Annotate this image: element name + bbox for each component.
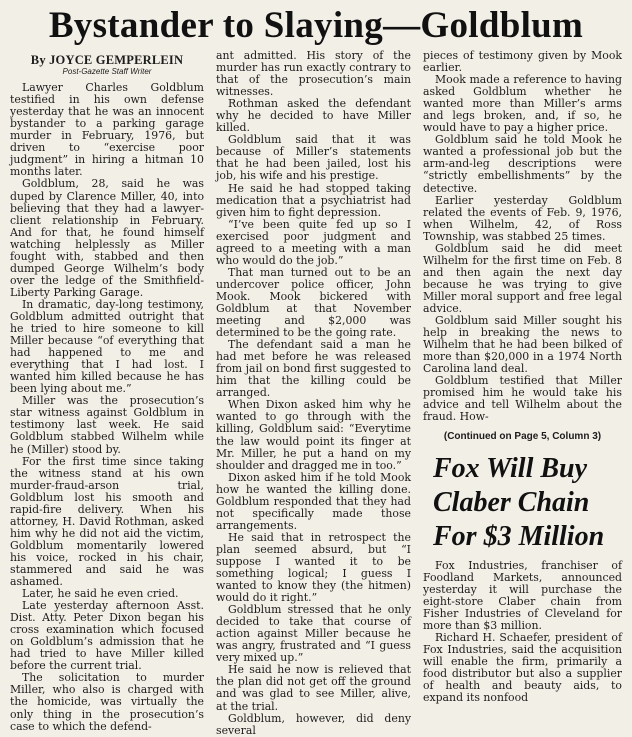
paragraph: Goldblum, 28, said he was duped by Clarence Miller, 40, into believing that they had a lawyer-client relationship in February. And for that, he found himself watching helplessly as Miller fought with, stabbed and then dumped George Wilhelm’s body over the ledge of the Smithfield-Liberty Parking Garage. bbox=[10, 177, 204, 299]
column-1 bbox=[10, 50, 204, 733]
paragraph: He said that in retrospect the plan seemed absurd, but “I suppose I wanted it to be something logical; I guess I wanted to know they (the hitmen) would do it right.” bbox=[216, 530, 411, 605]
paragraph: Earlier yesterday Goldblum related the events of Feb. 9, 1976, when Wilhelm, 42, of Ross Township, was stabbed 25 times. bbox=[423, 193, 622, 243]
paragraph: That man turned out to be an undercover police officer, John Mook. Mook bickered with Goldblum at that November meeting and $2,000 was determined to be the going rate. bbox=[216, 265, 411, 340]
column-3 bbox=[423, 50, 622, 704]
paragraph: Mook made a reference to having asked Goldblum whether he wanted more than Miller’s arms and legs broken, and, if so, he would have to pay a higher price. bbox=[423, 73, 622, 135]
paragraph: Goldblum testified that Miller promised him he would take his advice and tell Wilhelm about the fraud. How- bbox=[423, 374, 622, 424]
paragraph: Goldblum said Miller sought his help in breaking the news to Wilhelm that he had been bilked of more than $20,000 in a 1974 North Carolina land deal. bbox=[423, 314, 622, 376]
fox-headline-line: Fox Will Buy bbox=[433, 452, 588, 484]
paragraph: Goldblum, however, did deny several bbox=[216, 711, 411, 737]
fox-headline-line: For $3 Million bbox=[433, 520, 605, 552]
paragraph: The defendant said a man he had met before he was released from jail on bond first suggested to him that the killing could be arranged. bbox=[216, 338, 411, 400]
paragraph: In dramatic, day-long testimony, Goldblum admitted outright that he tried to hire someone to kill Miller because “of everything that had happened to me and everything that I had lost. I wanted him killed because he has been lying about me.” bbox=[10, 297, 204, 396]
paragraph: “I’ve been quite fed up so I exercised poor judgment and agreed to a meeting with a man who would do the job.” bbox=[216, 217, 411, 267]
paragraph: For the first time since taking the witness stand at his own murder-fraud-arson trial, Goldblum lost his smooth and rapid-fire delivery. When his attorney, H. David Rothman, asked him why he did not aid the victim, Goldblum momentarily lowered his voice, rocked in his chair, stammered and said he was ashamed. bbox=[10, 454, 204, 589]
paragraph: Rothman asked the defendant why he decided to have Miller killed. bbox=[216, 97, 411, 135]
fox-headline bbox=[423, 452, 622, 554]
paragraph: Late yesterday afternoon Asst. Dist. Atty. Peter Dixon began his cross examination which focused on Goldblum’s admission that he had tried to have Miller killed before the current trial. bbox=[10, 599, 204, 673]
paragraph: He said he had stopped taking medication that a psychiatrist had given him to fight depression. bbox=[216, 181, 411, 219]
continued-note: (Continued on Page 5, Column 3) bbox=[443, 431, 602, 443]
paragraph: Lawyer Charles Goldblum testified in his own defense yesterday that he was an innocent bystander to a parking garage murder in February, 1976, but driven to “exercise poor judgment” in hiring a hitman 10 months later. bbox=[10, 81, 204, 179]
paragraph: Richard H. Schaefer, president of Fox Industries, said the acquisition will enable the firm, primarily a food distributor but also a supplier of health and beauty aids, to expand its nonfood bbox=[423, 630, 622, 705]
paragraph: The solicitation to murder Miller, who also is charged with the homicide, was virtually the only thing in the prosecution’s case to which the defend- bbox=[10, 671, 204, 733]
paragraph: Miller was the prosecution’s star witness against Goldblum in testimony last week. He said Goldblum stabbed Wilhelm while he (Miller) stood by. bbox=[10, 394, 204, 456]
paragraph: He said he now is relieved that the plan did not get off the ground and was glad to see Miller, alive, at the trial. bbox=[216, 663, 411, 713]
paragraph: Goldblum said that it was because of Miller’s statements that he had been jailed, lost his job, his wife and his prestige. bbox=[216, 133, 411, 183]
paragraph: pieces of testimony given by Mook earlier. bbox=[423, 49, 622, 75]
paragraph: Dixon asked him if he told Mook how he wanted the killing done. Goldblum responded that they had not specifically made those arrangements. bbox=[216, 470, 411, 532]
byline: By JOYCE GEMPERLEIN bbox=[30, 53, 184, 67]
paragraph: ant admitted. His story of the murder has run exactly contrary to that of the prosecution’s main witnesses. bbox=[216, 49, 411, 99]
headline: Bystander to Slaying—Goldblum bbox=[48, 4, 584, 46]
staff-writer: Post-Gazette Staff Writer bbox=[62, 67, 152, 77]
paragraph: Goldblum said he told Mook he wanted a professional job but the arm-and-leg descriptions were “strictly embellishments” by the detective. bbox=[423, 133, 622, 195]
paragraph: Fox Industries, franchiser of Foodland Markets, announced yesterday it will purchase the eight-store Claber chain from Fisher Industries of Cleveland for more than $3 million. bbox=[423, 558, 622, 632]
paragraph: Goldblum said he did meet Wilhelm for the first time on Feb. 8 and then again the next day because he was trying to give Miller moral support and free legal advice. bbox=[423, 241, 622, 315]
paragraph: When Dixon asked him why he wanted to go through with the killing, Goldblum said: “Everytime the law would point its finger at Mr. Miller, he put a hand on my shoulder and dragged me in too.” bbox=[216, 398, 411, 472]
fox-article bbox=[423, 560, 622, 705]
paragraph: Goldblum stressed that he only decided to take that course of action against Miller because he was angry, frustrated and “I guess very mixed up.” bbox=[216, 603, 411, 665]
paragraph: Later, he said he even cried. bbox=[22, 587, 179, 601]
fox-headline-line: Claber Chain bbox=[433, 486, 590, 518]
